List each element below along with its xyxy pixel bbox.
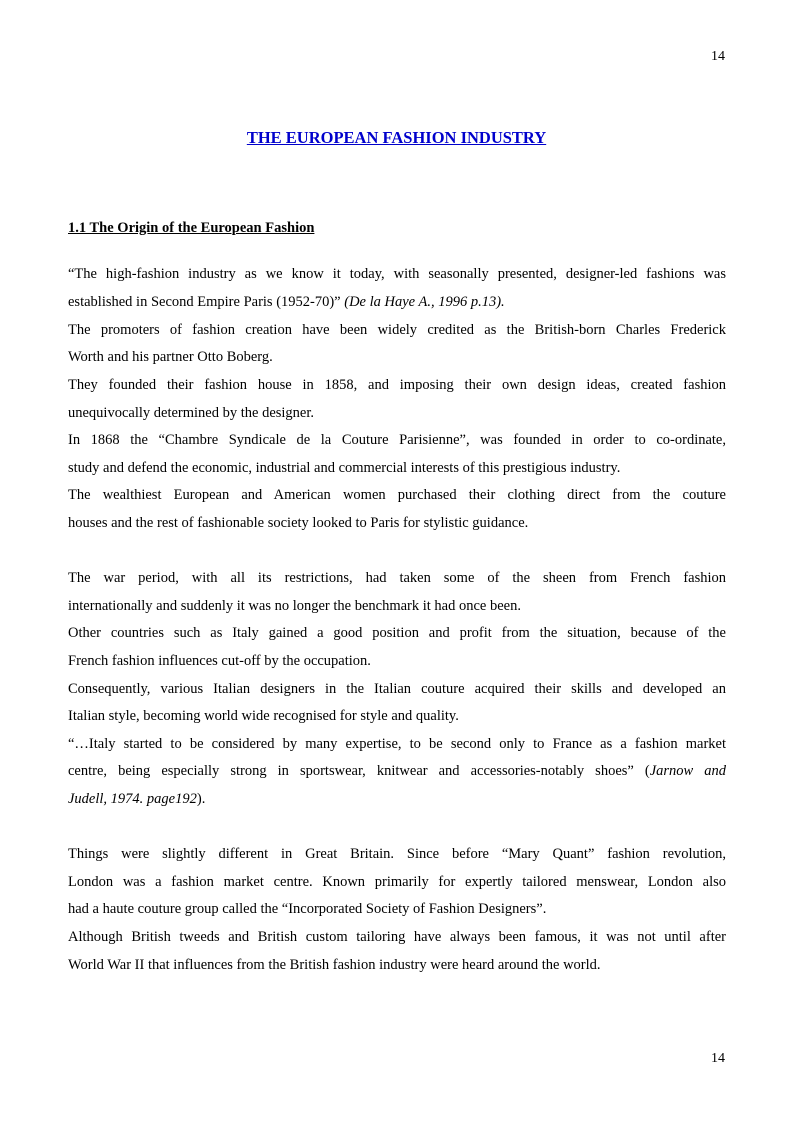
text-segment: Worth and his partner Otto Boberg. (68, 349, 273, 365)
text-segment: centre, being especially strong in sportswear, knitwear and accessories-notably shoes” ( (68, 763, 650, 779)
text-segment: study and defend the economic, industrial and commercial interests of this prestigious industry. (68, 460, 621, 476)
text-line (68, 431, 726, 449)
text-segment: internationally and suddenly it was no longer the benchmark it had once been. (68, 598, 521, 614)
text-line (68, 928, 726, 946)
text-line (68, 790, 726, 808)
text-line (68, 900, 726, 918)
text-line (68, 514, 726, 532)
text-line (68, 293, 726, 311)
page-number-bottom: 14 (711, 1051, 725, 1066)
text-segment: World War II that influences from the British fashion industry were heard around the world. (68, 957, 601, 973)
text-line (68, 265, 726, 283)
text-segment: In 1868 the “Chambre Syndicale de la Couture Parisienne”, was founded in order to co-ordinate, (68, 432, 726, 448)
text-line (68, 652, 726, 670)
text-segment: London was a fashion market centre. Known primarily for expertly tailored menswear, London also (68, 874, 726, 890)
text-line (68, 597, 726, 615)
text-line (68, 680, 726, 698)
text-segment: Italian style, becoming world wide recognised for style and quality. (68, 708, 459, 724)
text-line (68, 376, 726, 394)
text-segment: The wealthiest European and American women purchased their clothing direct from the couture (68, 487, 726, 503)
text-segment: Other countries such as Italy gained a good position and profit from the situation, because of the (68, 625, 726, 641)
text-line (68, 404, 726, 422)
page-number-top: 14 (711, 49, 725, 64)
chapter-title: THE EUROPEAN FASHION INDUSTRY (246, 128, 547, 147)
text-segment: had a haute couture group called the “Incorporated Society of Fashion Designers”. (68, 901, 547, 917)
text-segment: houses and the rest of fashionable society looked to Paris for stylistic guidance. (68, 515, 529, 531)
text-line (68, 762, 726, 780)
text-line (68, 321, 726, 339)
text-line (68, 624, 726, 642)
text-segment: The promoters of fashion creation have been widely credited as the British-born Charles Frederick (68, 322, 726, 338)
text-segment: “…Italy started to be considered by many expertise, to be second only to France as a fashion market (68, 736, 726, 752)
text-segment: They founded their fashion house in 1858, and imposing their own design ideas, created fashion (68, 377, 726, 393)
text-line (68, 348, 726, 366)
text-line (68, 707, 726, 725)
text-line (68, 735, 726, 753)
text-line (68, 956, 726, 974)
text-segment: Consequently, various Italian designers in the Italian couture acquired their skills and developed an (68, 681, 726, 697)
text-line (68, 459, 726, 477)
text-segment: The war period, with all its restrictions, had taken some of the sheen from French fashion (68, 570, 726, 586)
text-line (68, 486, 726, 504)
text-line (68, 873, 726, 891)
citation-text: Jarnow and (649, 763, 726, 779)
text-segment: Things were slightly different in Great Britain. Since before “Mary Quant” fashion revolution, (68, 846, 726, 862)
text-segment: ). (196, 791, 206, 807)
citation-text: Judell, 1974. page192 (68, 791, 197, 807)
text-segment: unequivocally determined by the designer. (68, 405, 315, 421)
text-segment: Although British tweeds and British custom tailoring have always been famous, it was not until after (68, 929, 726, 945)
section-heading: 1.1 The Origin of the European Fashion (68, 220, 315, 236)
text-line (68, 569, 726, 587)
text-line (68, 845, 726, 863)
text-segment: established in Second Empire Paris (1952-70)” (68, 294, 345, 310)
text-segment: French fashion influences cut-off by the occupation. (68, 653, 371, 669)
citation-text: (De la Haye A., 1996 p.13). (344, 294, 505, 310)
text-segment: “The high-fashion industry as we know it today, with seasonally presented, designer-led fashions was (68, 266, 726, 282)
